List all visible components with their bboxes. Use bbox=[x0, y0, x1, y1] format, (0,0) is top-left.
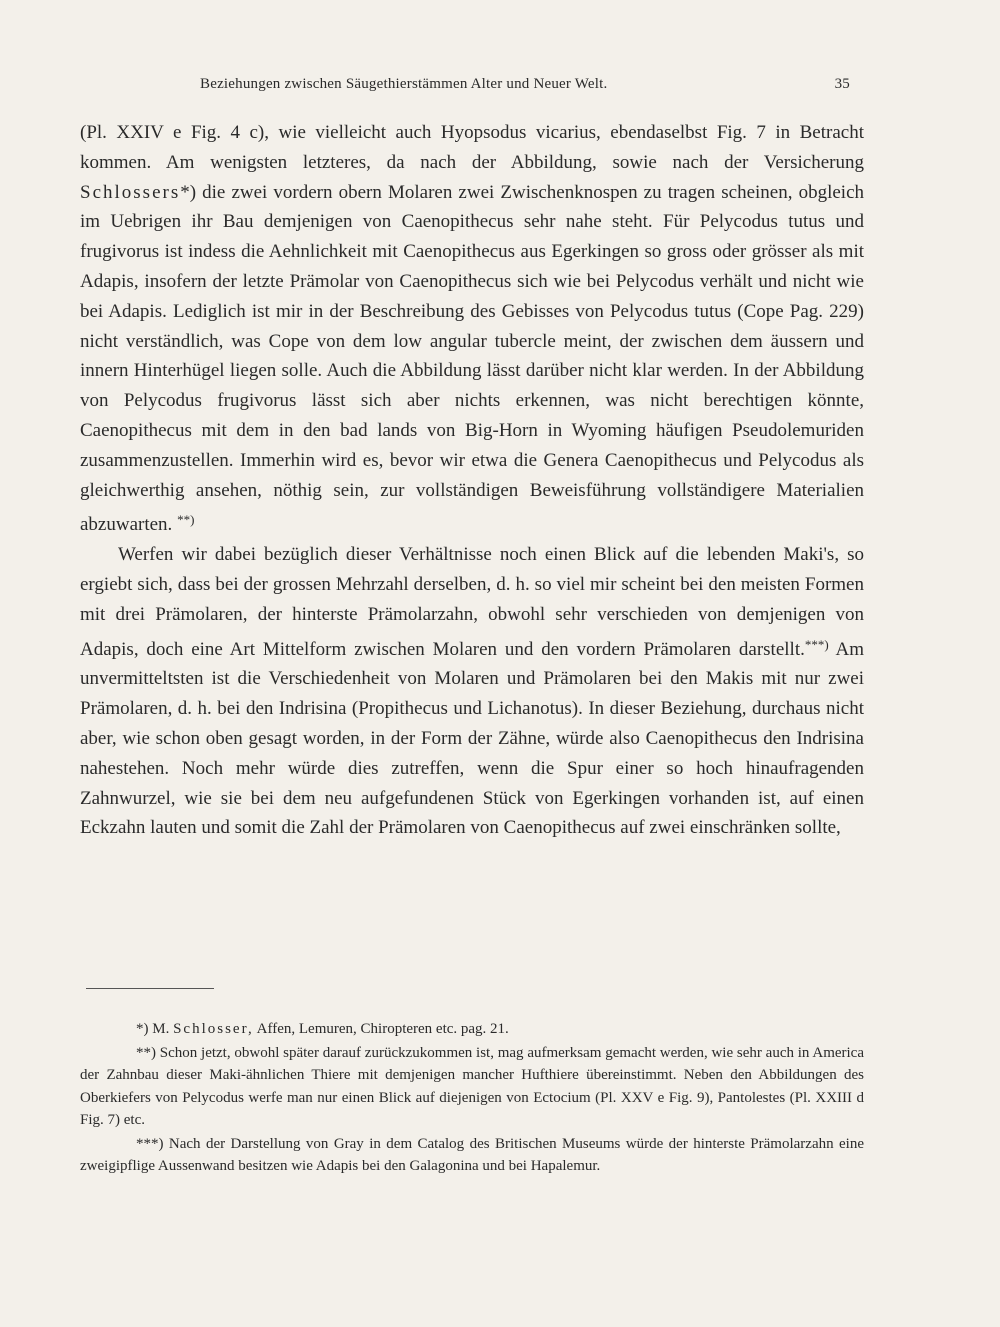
running-title: Beziehungen zwischen Säugethierstämmen Alter und Neuer Welt. bbox=[200, 76, 608, 92]
footnote-ref-1: *) bbox=[180, 181, 197, 203]
paragraph-1-text-a: (Pl. XXIV e Fig. 4 c), wie vielleicht auch Hyopsodus vicarius, ebendaselbst Fig. 7 in Betracht kommen. Am wenigsten letzteres, da nach der Abbildung, sowie nach der Versicherung bbox=[80, 122, 864, 173]
footnote-ref-2: **) bbox=[177, 512, 195, 528]
paragraph-1-text-b: die zwei vordern obern Molaren zwei Zwischenknospen zu tragen scheinen, obgleich im Uebrigen ihr Bau demjenigen von Caenopithecus sehr nahe steht. Für Pelycodus tutus und frugivorus ist indess die Aehnlichkeit mit Caenopithecus aus Egerkingen so gross oder grösser als mit Adapis, insofern der letzte Prämolar von Caenopithecus sich wie bei Pelycodus verhält und nicht wie bei Adapis. Lediglich ist mir in der Beschreibung des Gebisses von Pelycodus tutus (Cope Pag. 229) nicht verständlich, was Cope von dem low angular tubercle meint, der zwischen dem äussern und innern Hinterhügel liegen solle. Auch die Abbildung lässt darüber nicht klar werden. In der Abbildung von Pelycodus frugivorus lässt sich aber nichts erkennen, was nicht berechtigen könnte, Caenopithecus mit dem in den bad lands von Big-Horn in Wyoming häufigen Pseudolemuriden zusammenzustellen. Immerhin wird es, bevor wir etwa die Genera Caenopithecus und Pelycodus als gleichwerthig ansehen, nöthig sein, zur vollständigen Beweisführung vollständigere Materialien abzuwarten. bbox=[80, 181, 864, 536]
footnote-2: **) Schon jetzt, obwohl später darauf zurückzukommen ist, mag aufmerksam gemacht werden, wie sehr auch in America der Zahnbau dieser Maki-ähnlichen Thiere mit demjenigen mancher Hufthiere übereinstimmt. Neben den Abbildungen des Oberkiefers von Pelycodus werfe man nur einen Blick auf diejenigen von Ectocium (Pl. XXV e Fig. 9), Pantolestes (Pl. XXIII d Fig. 7) etc. bbox=[80, 1044, 864, 1128]
footnote-1 bbox=[80, 1018, 864, 1041]
paragraph-2 bbox=[80, 540, 864, 843]
footnote-1-text: Affen, Lemuren, Chiropteren etc. pag. 21. bbox=[253, 1021, 509, 1037]
footnotes bbox=[80, 1018, 864, 1179]
body-text bbox=[80, 118, 864, 843]
footnote-3: ***) Nach der Darstellung von Gray in dem Catalog des Britischen Museums würde der hinterste Prämolarzahn eine zweigipflige Aussenwand besitzen wie Adapis bei den Galagonina und bei Hapalemur. bbox=[80, 1135, 864, 1174]
paragraph-2-text-a: Werfen wir dabei bezüglich dieser Verhältnisse noch einen Blick auf die lebenden Maki's, so ergiebt sich, dass bei der grossen Mehrzahl derselben, d. h. so viel mir scheint bei den meisten Formen mit drei Prämolaren, der hinterste Prämolarzahn, obwohl sehr verschieden von demjenigen von Adapis, doch eine Art Mittelform zwischen Molaren und den vordern Prämolaren darstellt. bbox=[80, 544, 864, 660]
footnote-ref-3: ***) bbox=[804, 636, 829, 652]
page-number: 35 bbox=[834, 76, 850, 92]
paragraph-1 bbox=[80, 118, 864, 540]
footnote-1-mark: *) M. bbox=[136, 1021, 170, 1037]
footnote-divider bbox=[86, 988, 214, 989]
author-name-schlosser: Schlossers bbox=[80, 181, 181, 203]
paragraph-2-text-b: Am unvermitteltsten ist die Verschiedenheit von Molaren und Prämolaren bei den Makis mit nur zwei Prämolaren, d. h. bei den Indrisina (Propithecus und Lichanotus). In dieser Beziehung, durchaus nicht aber, wie schon oben gesagt worden, in der Form der Zähne, würde also Caenopithecus den Indrisina nahestehen. Noch mehr würde dies zutreffen, wenn die Spur einer so hoch hinaufragenden Zahnwurzel, wie sie bei dem neu aufgefundenen Stück von Egerkingen vorhanden ist, auf einen Eckzahn lauten und somit die Zahl der Prämolaren von Caenopithecus auf zwei einschränken sollte, bbox=[80, 638, 865, 839]
footnote-1-author: Schlosser, bbox=[173, 1021, 254, 1037]
